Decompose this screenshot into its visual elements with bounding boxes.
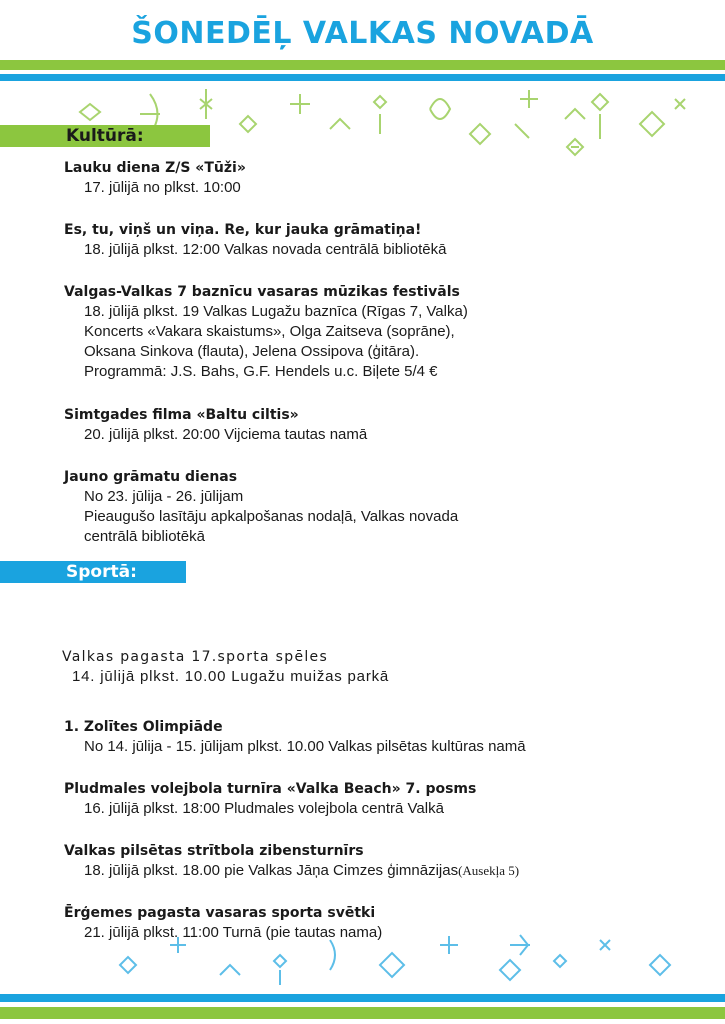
folk-ornament-bottom bbox=[0, 925, 725, 995]
section-heading-sporta: Sportā: bbox=[0, 561, 186, 583]
event-detail: Pieaugušo lasītāju apkalpošanas nodaļā, Valkas novada bbox=[84, 508, 459, 525]
event-item bbox=[64, 779, 704, 819]
green-band-top bbox=[0, 60, 725, 70]
event-title: Ērģemes pagasta vasaras sporta svētki bbox=[64, 905, 376, 921]
event-item bbox=[64, 467, 704, 547]
event-title: Lauku diena Z/S «Tūži» bbox=[64, 160, 246, 176]
event-detail: Koncerts «Vakara skaistums», Olga Zaitseva (soprāne), bbox=[84, 323, 455, 340]
event-detail: 16. jūlijā plkst. 18:00 Pludmales volejbola centrā Valkā bbox=[84, 800, 444, 817]
section-heading-kultura: Kultūrā: bbox=[0, 125, 210, 147]
event-item bbox=[62, 647, 702, 687]
address-note: (Ausekļa 5) bbox=[458, 863, 520, 878]
event-item bbox=[64, 158, 704, 198]
event-detail: 14. jūlijā plkst. 10.00 Lugažu muižas parkā bbox=[72, 668, 390, 685]
event-detail: 21. jūlijā plkst. 11:00 Turnā (pie tautas nama) bbox=[84, 924, 383, 941]
event-title: Es, tu, viņš un viņa. Re, kur jauka grāmatiņa! bbox=[64, 222, 422, 238]
event-detail: 20. jūlijā plkst. 20:00 Vijciema tautas namā bbox=[84, 426, 368, 443]
event-detail: Oksana Sinkova (flauta), Jelena Ossipova (ģitāra). bbox=[84, 343, 420, 360]
blue-band-top bbox=[0, 74, 725, 81]
event-detail bbox=[64, 861, 704, 881]
event-detail: 18. jūlijā plkst. 12:00 Valkas novada centrālā bibliotēkā bbox=[84, 241, 447, 258]
blue-band-bottom bbox=[0, 994, 725, 1002]
event-title: 1. Zolītes Olimpiāde bbox=[64, 719, 223, 735]
event-title: Pludmales volejbola turnīra «Valka Beach» 7. posms bbox=[64, 781, 477, 797]
event-item bbox=[64, 405, 704, 445]
event-detail: centrālā bibliotēkā bbox=[84, 528, 205, 545]
event-item bbox=[64, 717, 704, 757]
green-band-bottom bbox=[0, 1007, 725, 1019]
event-title: Valkas pilsētas strītbola zibensturnīrs bbox=[64, 843, 364, 859]
event-title: Simtgades filma «Baltu ciltis» bbox=[64, 407, 299, 423]
event-title: Valkas pagasta 17.sporta spēles bbox=[62, 649, 329, 665]
page-title: ŠONEDĒĻ VALKAS NOVADĀ bbox=[131, 16, 594, 51]
event-item bbox=[64, 282, 704, 382]
event-detail: 18. jūlijā plkst. 19 Valkas Lugažu baznīca (Rīgas 7, Valka) bbox=[84, 303, 468, 320]
event-detail: Programmā: J.S. Bahs, G.F. Hendels u.c. Biļete 5/4 € bbox=[84, 363, 438, 380]
event-detail: 17. jūlijā no plkst. 10:00 bbox=[84, 179, 241, 196]
event-item bbox=[64, 841, 704, 881]
event-detail: No 14. jūlija - 15. jūlijam plkst. 10.00 Valkas pilsētas kultūras namā bbox=[84, 738, 526, 755]
event-title: Jauno grāmatu dienas bbox=[64, 469, 238, 485]
event-title: Valgas-Valkas 7 baznīcu vasaras mūzikas festivāls bbox=[64, 284, 460, 300]
event-detail-text: 18. jūlijā plkst. 18.00 pie Valkas Jāņa Cimzes ģimnāzijas bbox=[84, 862, 459, 879]
event-item bbox=[64, 220, 704, 260]
event-detail: No 23. jūlija - 26. jūlijam bbox=[84, 488, 244, 505]
